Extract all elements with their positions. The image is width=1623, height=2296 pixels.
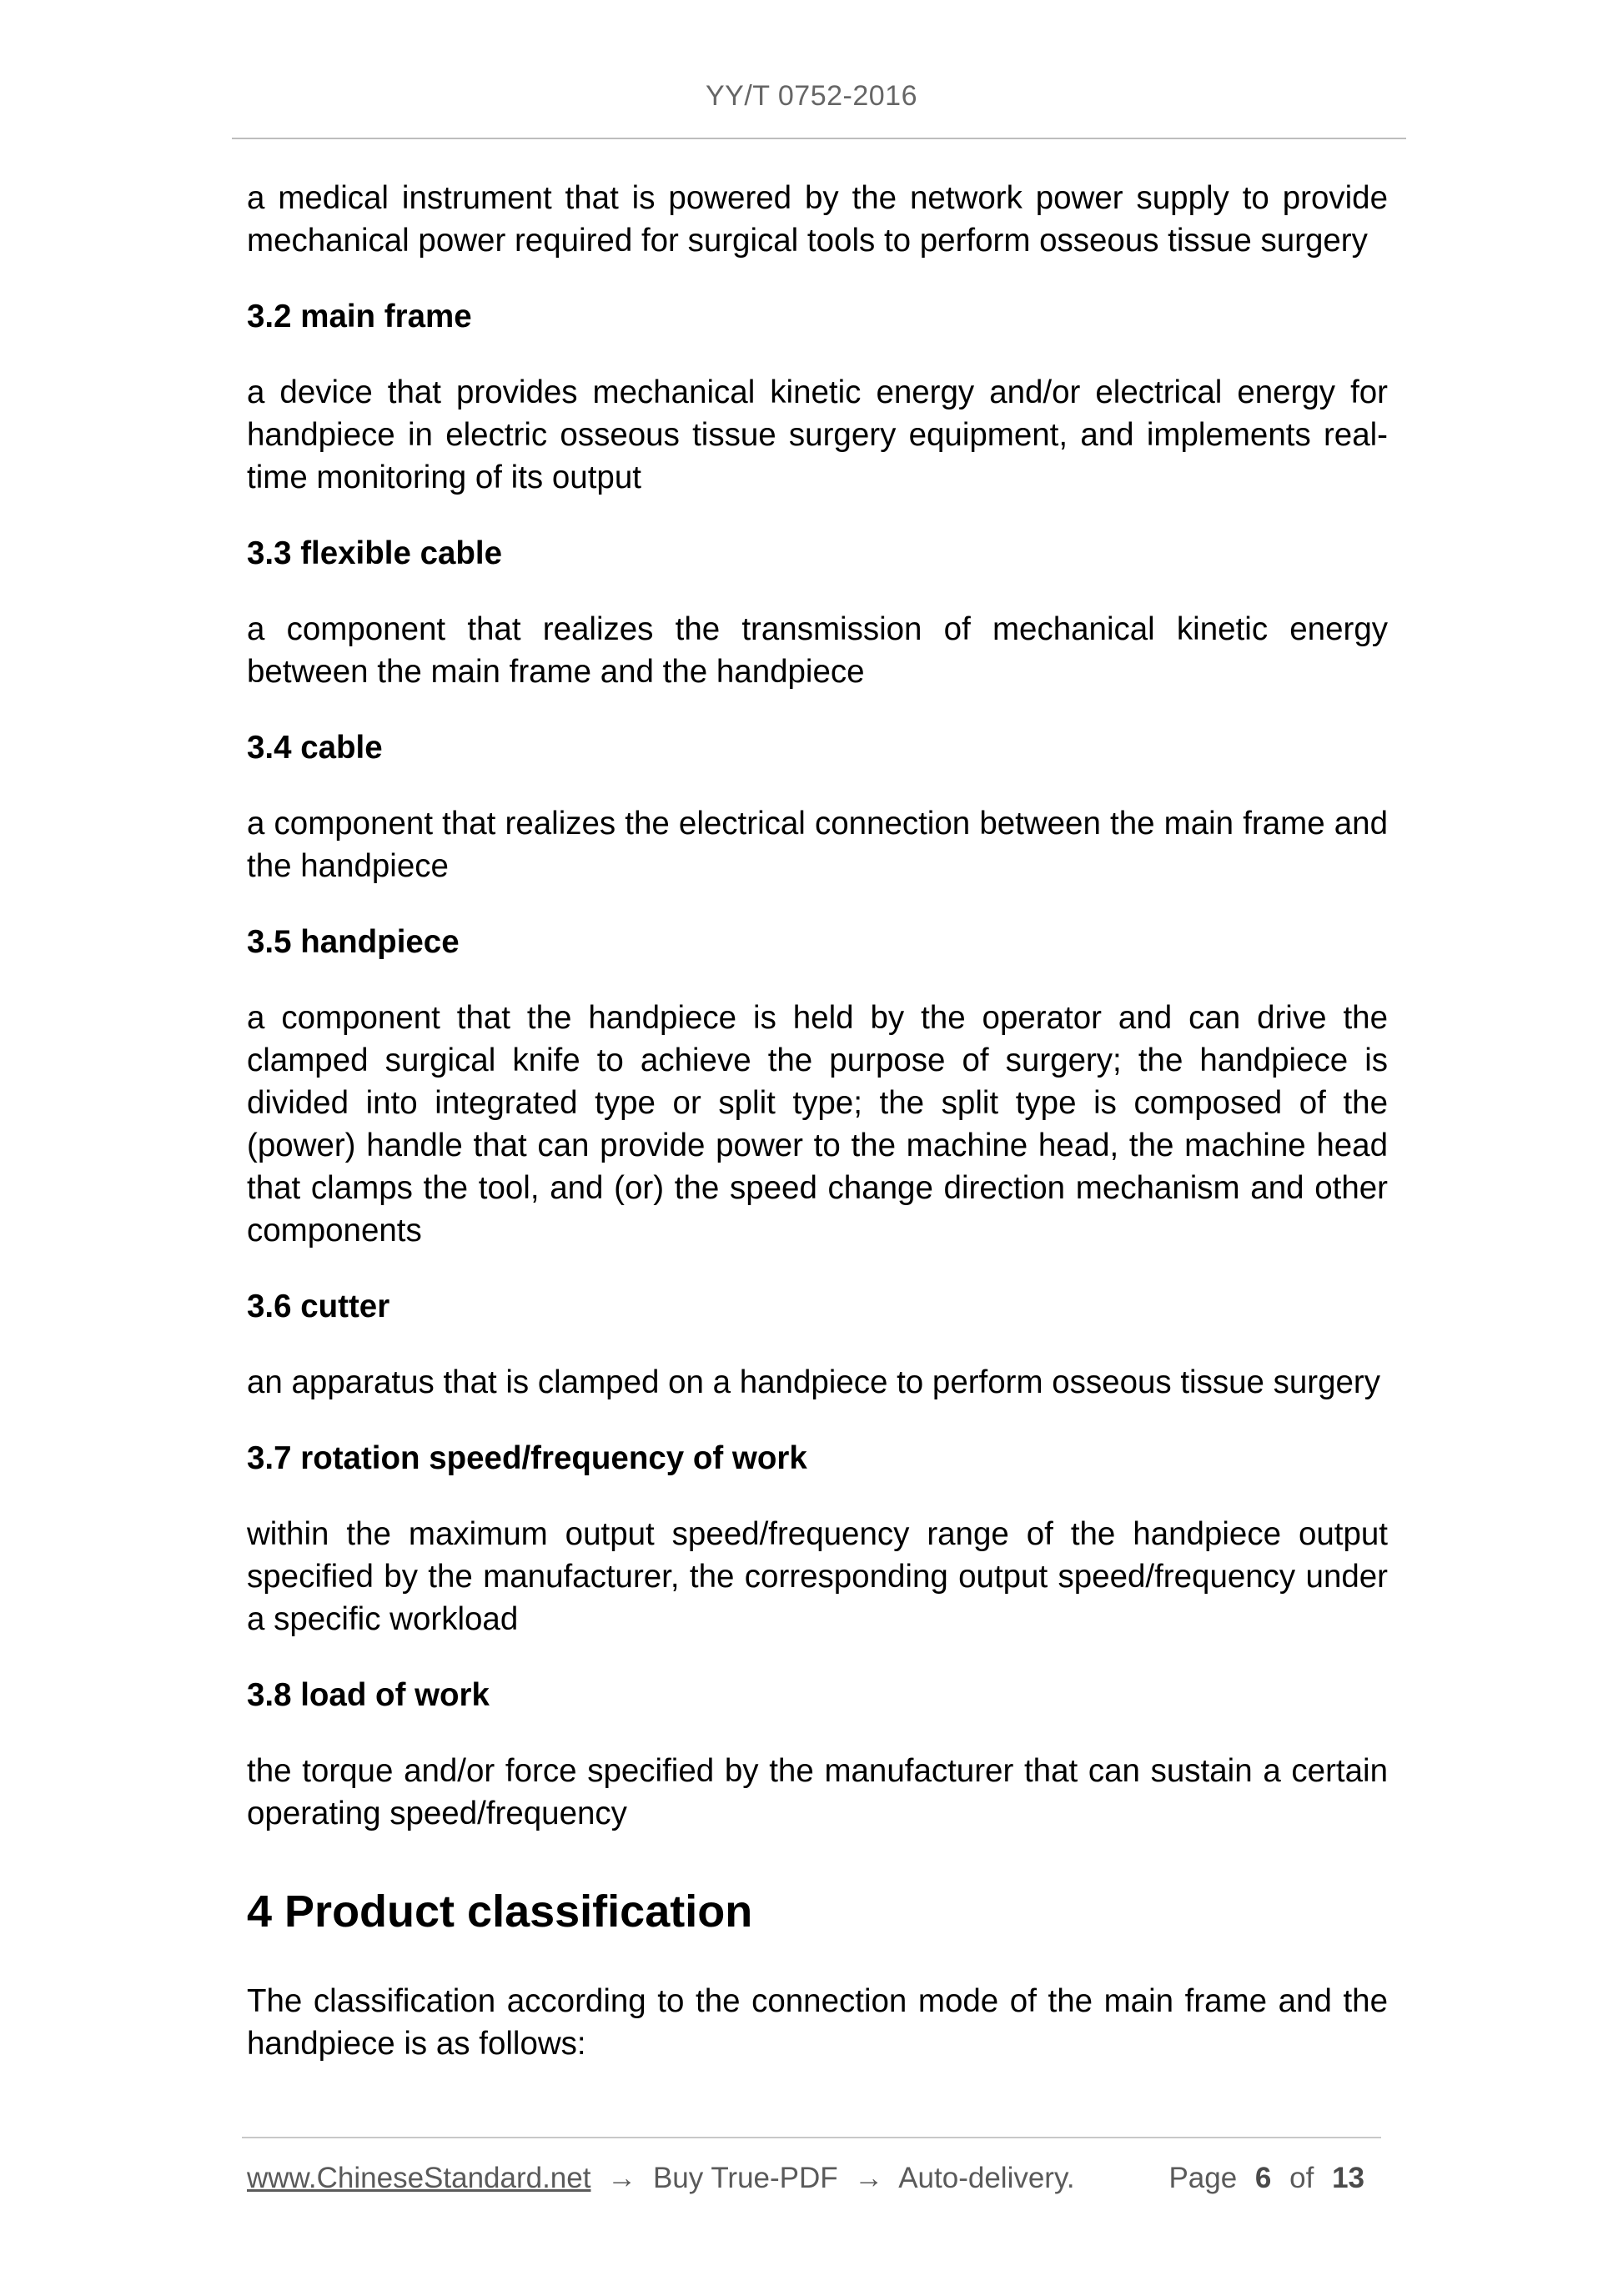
term-heading-handpiece: 3.5 handpiece — [247, 924, 460, 960]
term-heading-cutter: 3.6 cutter — [247, 1289, 390, 1324]
header-divider — [232, 138, 1406, 139]
term-definition-main-frame: a device that provides mechanical kinetic energy and/or electrical energy for handpiece in electric osseous tissue surgery equipment, and implements real-time monitoring of its output — [247, 374, 1388, 495]
page-label: Page — [1168, 2162, 1238, 2194]
term-definition-cutter: an apparatus that is clamped on a handpiece to perform osseous tissue surgery — [247, 1364, 1380, 1400]
section-paragraph-classification: The classification according to the connection mode of the main frame and the handpiece is as follows: — [247, 1983, 1388, 2062]
term-heading-main-frame: 3.2 main frame — [247, 299, 472, 334]
auto-delivery-text: Auto-delivery. — [898, 2162, 1075, 2194]
term-heading-load-of-work: 3.8 load of work — [247, 1677, 490, 1713]
page-counter — [1168, 2158, 1374, 2198]
term-definition-cable: a component that realizes the electrical connection between the main frame and the handpiece — [247, 806, 1388, 884]
current-page-number: 6 — [1254, 2162, 1272, 2194]
page-body — [247, 177, 1388, 2098]
total-page-count: 13 — [1332, 2162, 1364, 2194]
standard-number-header: YY/T 0752-2016 — [706, 80, 917, 112]
website-link[interactable]: www.ChineseStandard.net — [247, 2162, 591, 2194]
intro-definition-paragraph: a medical instrument that is powered by the network power supply to provide mechanical power required for surgical tools to perform osseous tissue surgery — [247, 180, 1388, 259]
term-heading-rotation-speed: 3.7 rotation speed/frequency of work — [247, 1440, 807, 1476]
footer-divider — [242, 2137, 1381, 2138]
section-heading-product-classification: 4 Product classification — [247, 1887, 753, 1937]
term-definition-flexible-cable: a component that realizes the transmission of mechanical kinetic energy between the main frame and the handpiece — [247, 611, 1388, 690]
footer-promo — [247, 2158, 1075, 2198]
page-footer — [247, 2158, 1374, 2198]
arrow-right-icon: → — [607, 2162, 637, 2194]
term-definition-handpiece: a component that the handpiece is held by the operator and can drive the clamped surgical knife to achieve the purpose of surgery; the handpiece is divided into integrated type or split type; the split type is composed of the (power) handle that can provide power to the machine head, the machine head that clamps the tool, and (or) the speed change direction mechanism and other components — [247, 1000, 1388, 1248]
buy-pdf-text: Buy True-PDF — [652, 2162, 838, 2194]
term-heading-cable: 3.4 cable — [247, 730, 383, 766]
page-of-label: of — [1289, 2162, 1314, 2194]
term-definition-load-of-work: the torque and/or force specified by the manufacturer that can sustain a certain operating speed/frequency — [247, 1753, 1388, 1831]
term-heading-flexible-cable: 3.3 flexible cable — [247, 535, 503, 571]
arrow-right-icon: → — [854, 2162, 884, 2194]
term-definition-rotation-speed: within the maximum output speed/frequency range of the handpiece output specified by the manufacturer, the corresponding output speed/frequency under a specific workload — [247, 1516, 1388, 1637]
